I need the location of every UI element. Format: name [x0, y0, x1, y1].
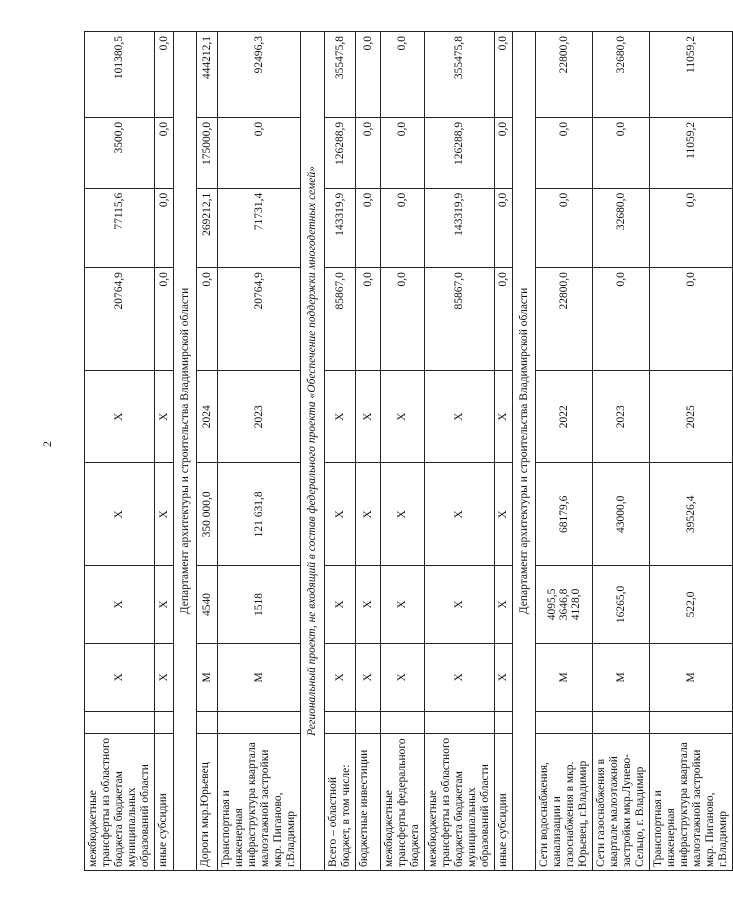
- table-cell: 121 631,8: [218, 463, 301, 566]
- table-cell: 0,0: [356, 117, 381, 188]
- table-cell: 85867,0: [425, 268, 495, 371]
- table-cell: 20764,9: [85, 268, 155, 371]
- table-cell: 143319,9: [325, 188, 356, 267]
- row-name: иные субсидии: [155, 733, 174, 870]
- table-cell: 39526,4: [650, 463, 733, 566]
- table-row: [381, 32, 425, 871]
- rotated-table-wrapper: [84, 31, 729, 871]
- table-cell: 0,0: [155, 117, 174, 188]
- table-body: [85, 32, 733, 871]
- table-cell: 0,0: [650, 188, 733, 267]
- table-cell: Х: [381, 371, 425, 463]
- table-cell: 0,0: [593, 268, 650, 371]
- table-cell: 126288,9: [325, 117, 356, 188]
- table-cell: 101380,5: [85, 32, 155, 118]
- table-cell: 32680,0: [593, 188, 650, 267]
- table-cell: 0,0: [356, 188, 381, 267]
- table-cell: 0,0: [495, 188, 513, 267]
- row-name: иные субсидии: [495, 733, 513, 870]
- table-cell: 0,0: [593, 117, 650, 188]
- table-cell: 20764,9: [218, 268, 301, 371]
- row-name: Всего – областной бюджет, в том числе:: [325, 733, 356, 870]
- table-cell: 1518: [218, 566, 301, 643]
- table-cell: Х: [381, 566, 425, 643]
- section-title: Департамент архитектуры и строительства Владимирской области: [174, 32, 197, 871]
- table-cell: Х: [425, 463, 495, 566]
- table-cell: Х: [356, 371, 381, 463]
- table-cell: 0,0: [381, 117, 425, 188]
- table-row: [425, 32, 495, 871]
- section-row: [301, 32, 325, 871]
- table-cell: 0,0: [356, 32, 381, 118]
- table-cell: 143319,9: [425, 188, 495, 267]
- table-cell: Х: [381, 643, 425, 712]
- table-cell: 22800,0: [536, 268, 593, 371]
- table-cell: [495, 712, 513, 733]
- table-row: [197, 32, 218, 871]
- row-name: Дороги мкр.Юрьевец: [197, 733, 218, 870]
- table-cell: 4540: [197, 566, 218, 643]
- table-cell: 2023: [218, 371, 301, 463]
- table-cell: 0,0: [155, 268, 174, 371]
- table-cell: 0,0: [536, 117, 593, 188]
- table-cell: 0,0: [495, 32, 513, 118]
- row-name: Сети водоснабжения, канализации и газоснабжения в мкр. Юрьевец, г.Владимир: [536, 733, 593, 870]
- table-cell: 16265,0: [593, 566, 650, 643]
- table-cell: 2022: [536, 371, 593, 463]
- table-cell: Х: [155, 643, 174, 712]
- table-cell: 2023: [593, 371, 650, 463]
- row-name: Транспортная и инженерная инфраструктура квартала малоэтажной застройки мкр. Пиганово, г.Владимир: [218, 733, 301, 870]
- row-name: межбюджетные трансферты федерального бюджета: [381, 733, 425, 870]
- table-cell: Х: [325, 643, 356, 712]
- table-cell: [356, 712, 381, 733]
- table-cell: Х: [425, 566, 495, 643]
- cell-line: 4128,0: [570, 588, 582, 621]
- table-cell: [197, 712, 218, 733]
- table-cell: 11059,2: [650, 117, 733, 188]
- table-cell: [536, 566, 593, 643]
- table-row: [356, 32, 381, 871]
- table-cell: 444212,1: [197, 32, 218, 118]
- table-cell: [325, 712, 356, 733]
- table-cell: [85, 712, 155, 733]
- table-cell: Х: [325, 371, 356, 463]
- table-cell: Х: [495, 566, 513, 643]
- table-cell: 269212,1: [197, 188, 218, 267]
- table-cell: М: [650, 643, 733, 712]
- table-cell: [536, 712, 593, 733]
- table-cell: 77115,6: [85, 188, 155, 267]
- table-cell: Х: [325, 566, 356, 643]
- table-row: [325, 32, 356, 871]
- table-cell: Х: [495, 463, 513, 566]
- table-cell: [381, 712, 425, 733]
- table-cell: 0,0: [381, 188, 425, 267]
- cell-line: 3646,8: [558, 588, 570, 621]
- table-cell: Х: [356, 566, 381, 643]
- table-cell: 11059,2: [650, 32, 733, 118]
- table-cell: 0,0: [495, 268, 513, 371]
- table-cell: М: [218, 643, 301, 712]
- row-name: Транспортная и инженерная инфраструктура квартала малоэтажной застройки мкр. Пиганово, г.Владимир: [650, 733, 733, 870]
- table-cell: Х: [356, 643, 381, 712]
- table-cell: Х: [155, 566, 174, 643]
- table-cell: [425, 712, 495, 733]
- section-row: [174, 32, 197, 871]
- table-cell: [218, 712, 301, 733]
- table-cell: 22800,0: [536, 32, 593, 118]
- section-title: Региональный проект, не входящий в состав федерального проекта «Обеспечение поддержки многодетных семей»: [301, 32, 325, 871]
- cell-line: 4095,5: [546, 588, 558, 621]
- table-cell: Х: [495, 643, 513, 712]
- table-row: [218, 32, 301, 871]
- section-title: Департамент архитектуры и строительства Владимирской области: [513, 32, 536, 871]
- table-cell: 68179,6: [536, 463, 593, 566]
- table-cell: 0,0: [197, 268, 218, 371]
- table-row: [495, 32, 513, 871]
- row-name: межбюджетные трансферты из областного бюджета бюджетам муниципальных образований области: [85, 733, 155, 870]
- table-cell: 3500,0: [85, 117, 155, 188]
- table-cell: Х: [155, 463, 174, 566]
- table-cell: Х: [85, 643, 155, 712]
- table-cell: 32680,0: [593, 32, 650, 118]
- table-cell: 0,0: [356, 268, 381, 371]
- table-row: [536, 32, 593, 871]
- table-cell: Х: [381, 463, 425, 566]
- table-cell: Х: [325, 463, 356, 566]
- table-cell: 126288,9: [425, 117, 495, 188]
- row-name: межбюджетные трансферты из областного бюджета бюджетам муниципальных образований области: [425, 733, 495, 870]
- table-cell: М: [536, 643, 593, 712]
- table-cell: Х: [495, 371, 513, 463]
- table-cell: Х: [85, 463, 155, 566]
- table-cell: 0,0: [650, 268, 733, 371]
- table-cell: [650, 712, 733, 733]
- row-name: Сети газоснабжения в квартале малоэтажной застройки мкр.Лунево-Сельцо, г. Владимир: [593, 733, 650, 870]
- table-cell: 2024: [197, 371, 218, 463]
- table-cell: Х: [155, 371, 174, 463]
- table-cell: 0,0: [536, 188, 593, 267]
- table-cell: [593, 712, 650, 733]
- table-row: [593, 32, 650, 871]
- table-cell: М: [593, 643, 650, 712]
- table-cell: 0,0: [218, 117, 301, 188]
- table-cell: 175000,0: [197, 117, 218, 188]
- table-cell: Х: [425, 371, 495, 463]
- table-cell: Х: [85, 566, 155, 643]
- table-cell: М: [197, 643, 218, 712]
- table-cell: 0,0: [495, 117, 513, 188]
- table-cell: Х: [85, 371, 155, 463]
- section-row: [513, 32, 536, 871]
- budget-table: [84, 31, 733, 871]
- table-row: [155, 32, 174, 871]
- table-cell: 0,0: [381, 268, 425, 371]
- table-cell: 522,0: [650, 566, 733, 643]
- table-cell: 0,0: [155, 188, 174, 267]
- table-cell: 0,0: [381, 32, 425, 118]
- row-name: бюджетные инвестиции: [356, 733, 381, 870]
- table-cell: 92496,3: [218, 32, 301, 118]
- table-cell: 85867,0: [325, 268, 356, 371]
- table-row: [650, 32, 733, 871]
- table-cell: 0,0: [155, 32, 174, 118]
- table-row: [85, 32, 155, 871]
- table-cell: 350 000,0: [197, 463, 218, 566]
- page-number: 2: [40, 441, 54, 447]
- table-cell: Х: [425, 643, 495, 712]
- table-cell: 355475,8: [325, 32, 356, 118]
- table-cell: [155, 712, 174, 733]
- table-cell: Х: [356, 463, 381, 566]
- table-cell: 71731,4: [218, 188, 301, 267]
- table-cell: 2025: [650, 371, 733, 463]
- table-cell: 43000,0: [593, 463, 650, 566]
- table-cell: 355475,8: [425, 32, 495, 118]
